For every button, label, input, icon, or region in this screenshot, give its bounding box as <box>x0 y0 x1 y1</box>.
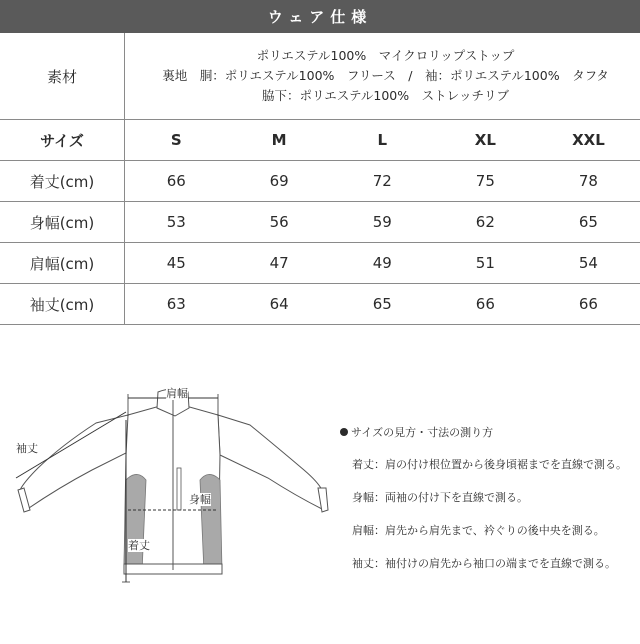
jacket-right-side-panel <box>200 474 222 572</box>
value-cell: 75 <box>434 161 537 202</box>
measurement-section <box>0 320 640 640</box>
size-cell: XL <box>434 120 537 161</box>
table-row <box>0 161 640 202</box>
size-cell: M <box>228 120 331 161</box>
value-cell: 65 <box>331 284 434 325</box>
material-line: 脇下：ポリエステル100% ストレッチリブ <box>131 86 640 106</box>
value-cell: 72 <box>331 161 434 202</box>
value-cell: 51 <box>434 243 537 284</box>
measurement-instruction: 着丈：肩の付け根位置から後身頃裾までを直線で測る。 <box>352 456 630 472</box>
size-cell: XXL <box>537 120 640 161</box>
value-cell: 45 <box>125 243 228 284</box>
material-line: ポリエステル100% マイクロリップストップ <box>131 46 640 66</box>
value-cell: 54 <box>537 243 640 284</box>
material-label: 素材 <box>0 33 125 120</box>
value-cell: 66 <box>125 161 228 202</box>
row-label: 袖丈(cm) <box>0 284 125 325</box>
value-cell: 56 <box>228 202 331 243</box>
value-cell: 59 <box>331 202 434 243</box>
measurement-instruction: 袖丈：袖付けの肩先から袖口の端までを直線で測る。 <box>352 555 630 571</box>
bullet-icon <box>340 428 348 436</box>
material-description <box>125 33 640 120</box>
spec-title: ウェア仕様 <box>268 6 372 27</box>
row-label: 身幅(cm) <box>0 202 125 243</box>
material-line: 裏地 胴：ポリエステル100% フリース / 袖：ポリエステル100% タフタ <box>131 66 640 86</box>
size-cell: S <box>125 120 228 161</box>
jacket-pocket <box>177 468 181 510</box>
length-label: 着丈 <box>128 539 150 552</box>
value-cell: 53 <box>125 202 228 243</box>
value-cell: 66 <box>434 284 537 325</box>
jacket-illustration <box>0 320 340 640</box>
size-cell: L <box>331 120 434 161</box>
jacket-diagram <box>0 320 340 640</box>
size-spec-table <box>0 33 640 325</box>
value-cell: 63 <box>125 284 228 325</box>
chest-label: 身幅 <box>189 493 211 506</box>
measurement-guide <box>340 424 630 588</box>
measurement-instruction: 肩幅：肩先から肩先まで、衿ぐりの後中央を測る。 <box>352 522 630 538</box>
table-row <box>0 202 640 243</box>
size-header-row <box>0 120 640 161</box>
row-label: 肩幅(cm) <box>0 243 125 284</box>
jacket-right-sleeve <box>218 415 324 510</box>
measurement-guide-title: サイズの見方・寸法の測り方 <box>351 424 493 440</box>
value-cell: 62 <box>434 202 537 243</box>
value-cell: 78 <box>537 161 640 202</box>
shoulder-label: 肩幅 <box>166 387 188 400</box>
value-cell: 66 <box>537 284 640 325</box>
right-cuff <box>318 488 328 512</box>
jacket-left-side-panel <box>124 474 146 572</box>
spec-header <box>0 0 640 33</box>
table-row <box>0 284 640 325</box>
sleeve-label: 袖丈 <box>16 442 38 455</box>
material-row <box>0 33 640 120</box>
jacket-left-sleeve <box>20 415 128 510</box>
value-cell: 69 <box>228 161 331 202</box>
size-header-label: サイズ <box>0 120 125 161</box>
value-cell: 64 <box>228 284 331 325</box>
value-cell: 65 <box>537 202 640 243</box>
measurement-guide-heading <box>340 424 630 440</box>
value-cell: 49 <box>331 243 434 284</box>
measurement-instruction: 身幅：両袖の付け下を直線で測る。 <box>352 489 630 505</box>
value-cell: 47 <box>228 243 331 284</box>
row-label: 着丈(cm) <box>0 161 125 202</box>
table-row <box>0 243 640 284</box>
